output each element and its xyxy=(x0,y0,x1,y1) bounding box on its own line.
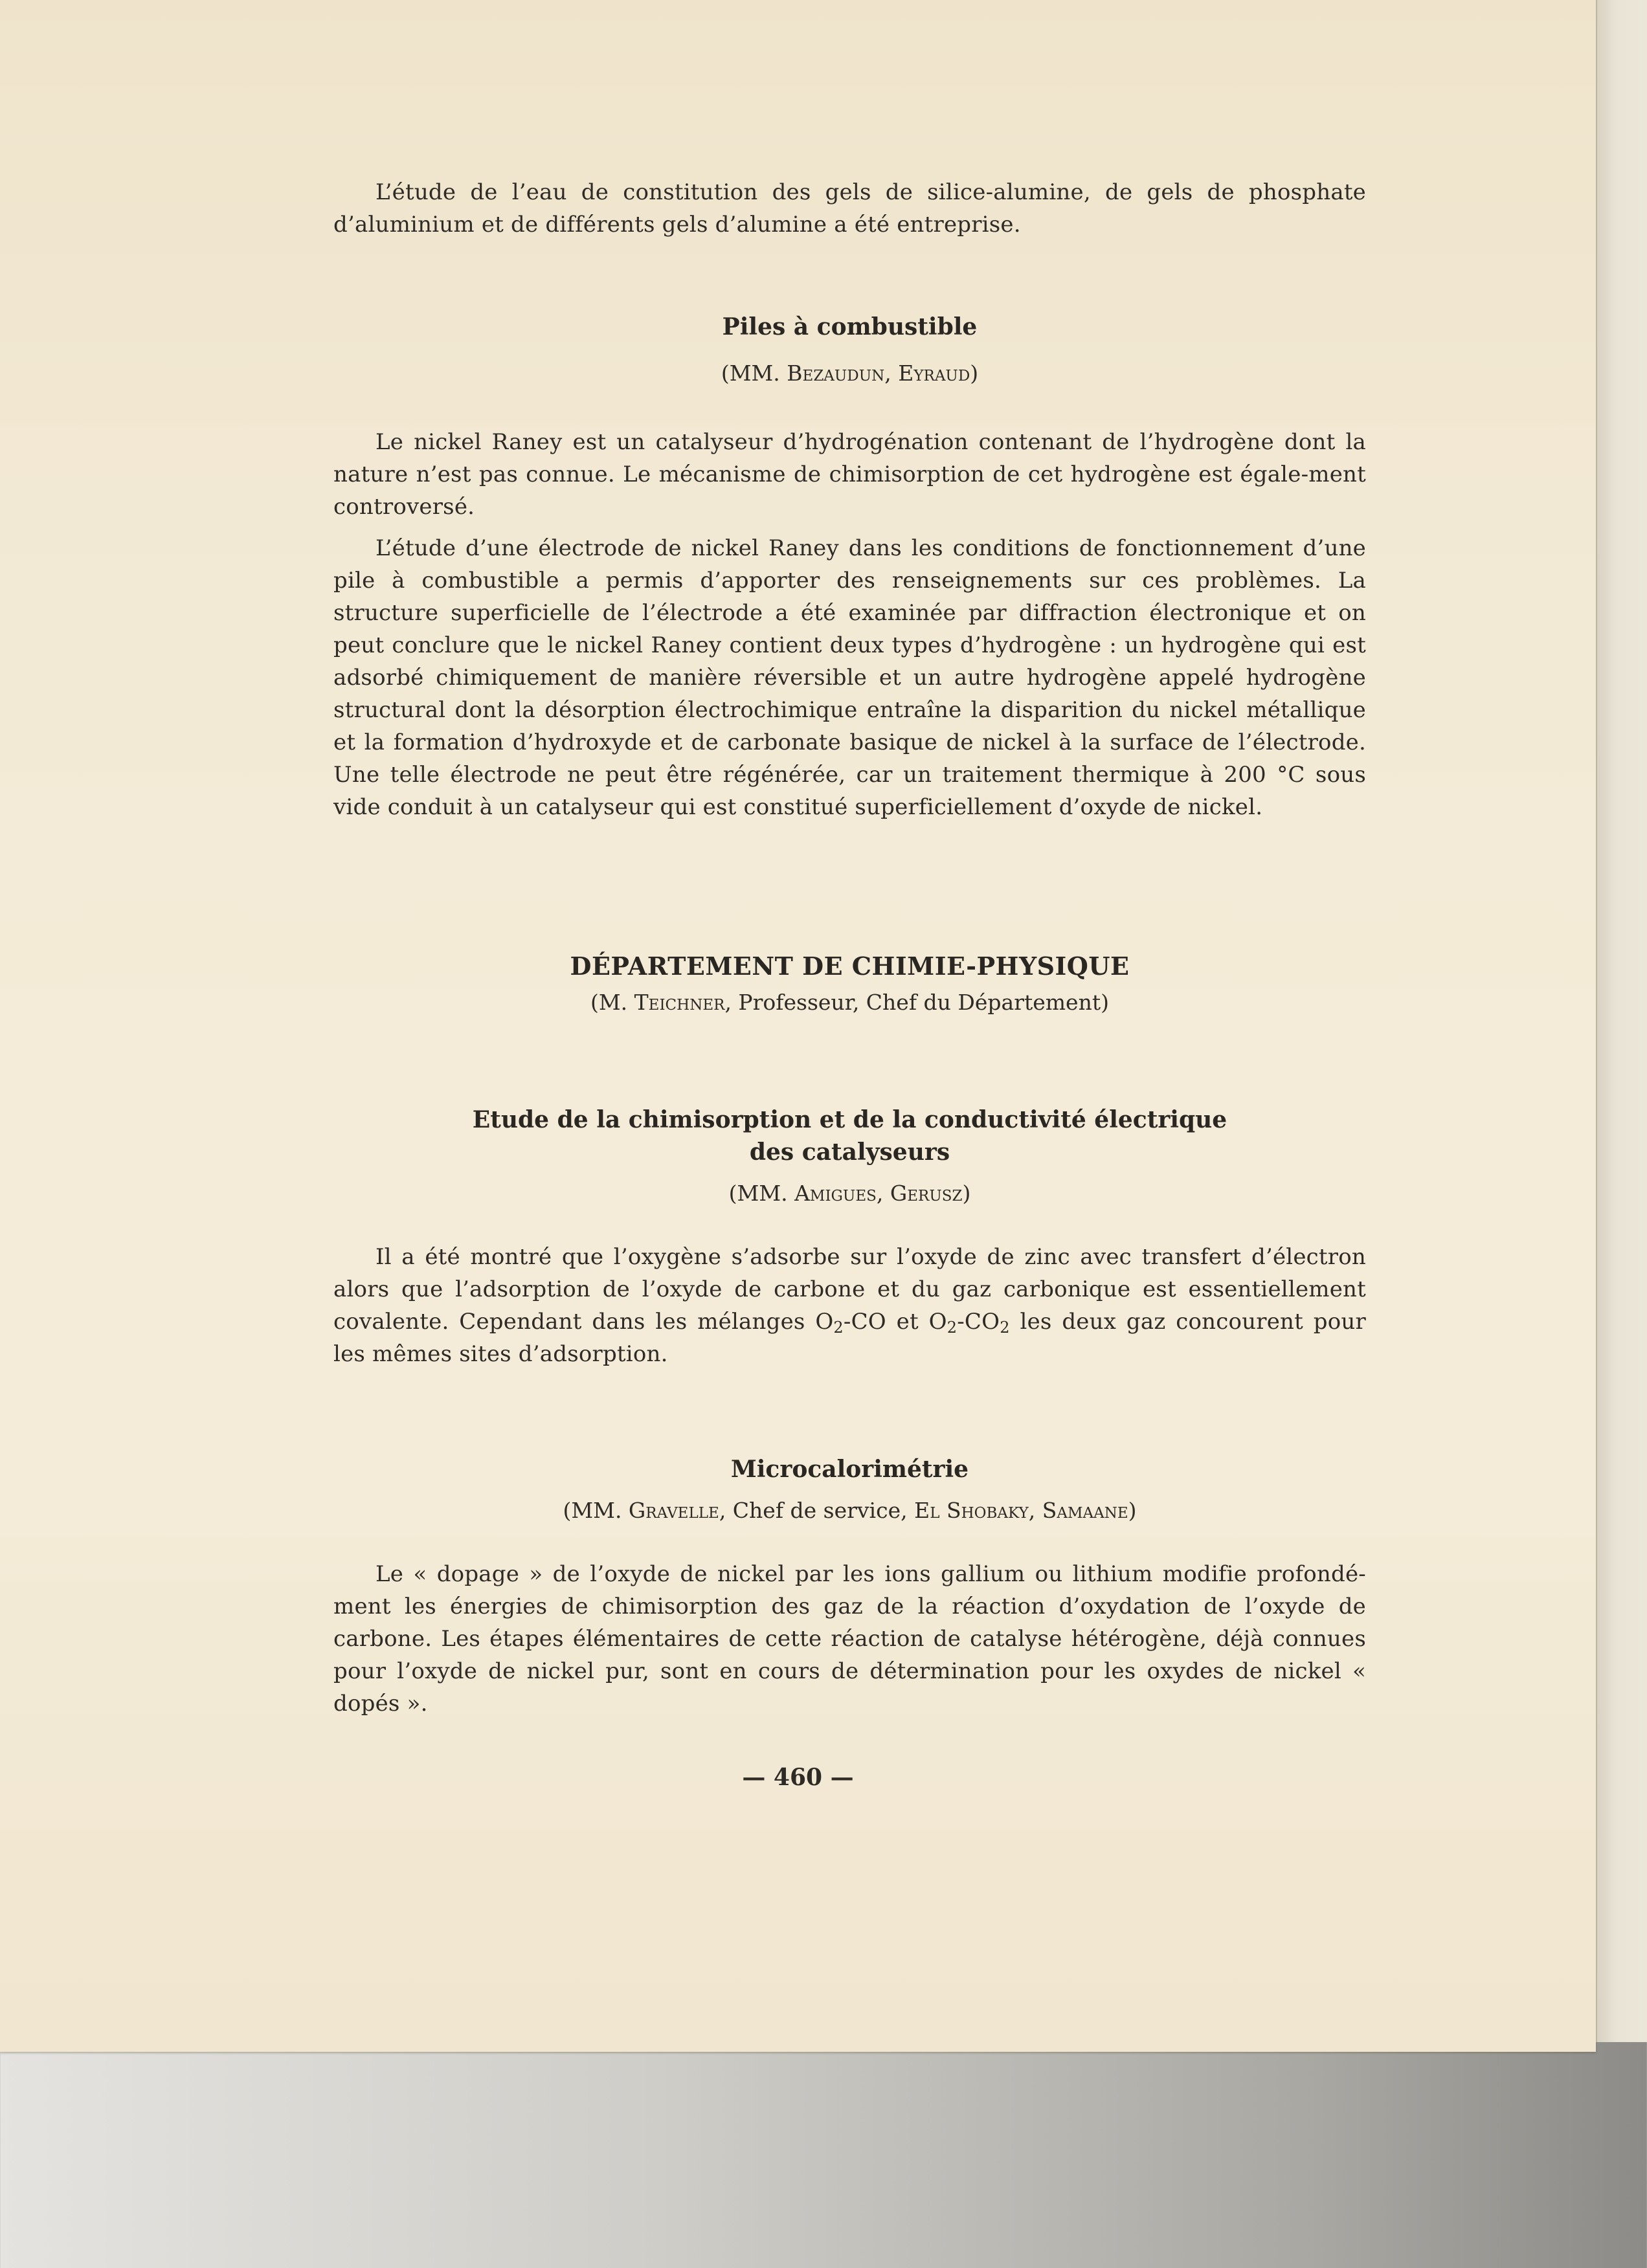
intro-paragraph: L’étude de l’eau de constitution des gels de silice-alumine, de gels de phosphate d’aluminium et de différents gels d’alumine a été entreprise. xyxy=(333,179,1366,238)
department-title: DÉPARTEMENT DE CHIMIE-PHYSIQUE xyxy=(570,951,1130,981)
authors-separator: , xyxy=(876,1181,890,1206)
authors-prefix: (MM. xyxy=(721,361,787,386)
authors-separator: , xyxy=(1028,1498,1042,1523)
subscript: 2 xyxy=(947,1318,958,1337)
authors-suffix: ) xyxy=(1128,1498,1137,1523)
section-microcalorimetrie xyxy=(333,1453,1366,1720)
authors-prefix: (MM. xyxy=(563,1498,629,1523)
author-name: Gravelle xyxy=(628,1498,719,1523)
section-piles-a-combustible xyxy=(333,311,1366,823)
authors-prefix: (MM. xyxy=(728,1181,795,1206)
subscript: 2 xyxy=(1000,1318,1010,1337)
head-name: Teichner xyxy=(634,990,725,1015)
author-name: Eyraud xyxy=(898,361,970,386)
paragraph-text: -CO xyxy=(957,1309,1000,1335)
head-suffix: , Professeur, Chef du Département) xyxy=(724,990,1109,1015)
next-page-edge xyxy=(1596,0,1647,2042)
section-authors xyxy=(333,1177,1366,1210)
paragraph-text: Il a été montré que l’oxygène s’adsorbe sur l’oxyde de zinc avec transfert d’électron alors que l’adsorption de l’oxyde de carbone et du gaz carbonique est essentiellement covalente. Cependant dans les mélanges O xyxy=(333,1244,1366,1335)
author-name: Samaane xyxy=(1042,1498,1128,1523)
body-paragraph xyxy=(333,1241,1366,1370)
authors-separator: , xyxy=(884,361,899,386)
author-role: , Chef de service, xyxy=(719,1498,915,1523)
department-head xyxy=(333,986,1366,1019)
body-paragraph: Le nickel Raney est un catalyseur d’hydrogénation contenant de l’hydrogène dont la nature n’est pas connue. Le mécanisme de chimisorption de cet hydrogène est égale-ment controversé. xyxy=(333,429,1366,520)
intro-block xyxy=(333,176,1366,241)
body-paragraph: Le « dopage » de l’oxyde de nickel par les ions gallium ou lithium modifie profondé-ment les énergies de chimisorption des gaz de la réaction d’oxydation de l’oxyde de carbone. Les étapes élémentaires de cette réaction de catalyse hétérogène, déjà connues pour l’oxyde de nickel pur, sont en cours de détermination pour les oxydes de nickel « dopés ». xyxy=(333,1561,1366,1717)
section-title: Piles à combustible xyxy=(722,313,978,340)
paragraph-text: -CO et O xyxy=(843,1309,947,1335)
section-title: Microcalorimétrie xyxy=(730,1456,969,1483)
author-name: Bezaudun xyxy=(787,361,885,386)
page-number: — 460 — xyxy=(742,1764,854,1791)
section-authors xyxy=(333,1495,1366,1527)
section-title-line: Etude de la chimisorption et de la conductivité électrique xyxy=(472,1106,1227,1133)
author-name: El Shobaky xyxy=(914,1498,1029,1523)
author-name: Gerusz xyxy=(890,1181,963,1206)
authors-suffix: ) xyxy=(962,1181,971,1206)
authors-suffix: ) xyxy=(970,361,979,386)
paragraph-text: les deux gaz concourent pour les mêmes sites d’adsorption. xyxy=(333,1309,1366,1367)
body-paragraph: L’étude d’une électrode de nickel Raney dans les conditions de fonctionnement d’une pile à combustible a permis d’apporter des renseignements sur ces problèmes. La structure superficielle de l’électrode a été examinée par diffraction électronique et on peut conclure que le nickel Raney contient deux types d’hydrogène : un hydrogène qui est adsorbé chimiquement de manière réversible et un autre hydrogène appelé hydrogène structural dont la désorption électrochimique entraîne la disparition du nickel métallique et la formation d’hydroxyde et de carbonate basique de nickel à la surface de l’électrode. Une telle électrode ne peut être régénérée, car un traitement thermique à 200 °C sous vide conduit à un catalyseur qui est constitué superficiellement d’oxyde de nickel. xyxy=(333,535,1366,820)
head-prefix: (M. xyxy=(590,990,634,1015)
section-title-line: des catalyseurs xyxy=(749,1139,950,1166)
department-heading-block xyxy=(333,950,1366,1019)
section-authors xyxy=(333,357,1366,390)
section-chimisorption xyxy=(333,1104,1366,1370)
subscript: 2 xyxy=(833,1318,844,1337)
author-name: Amigues xyxy=(794,1181,877,1206)
